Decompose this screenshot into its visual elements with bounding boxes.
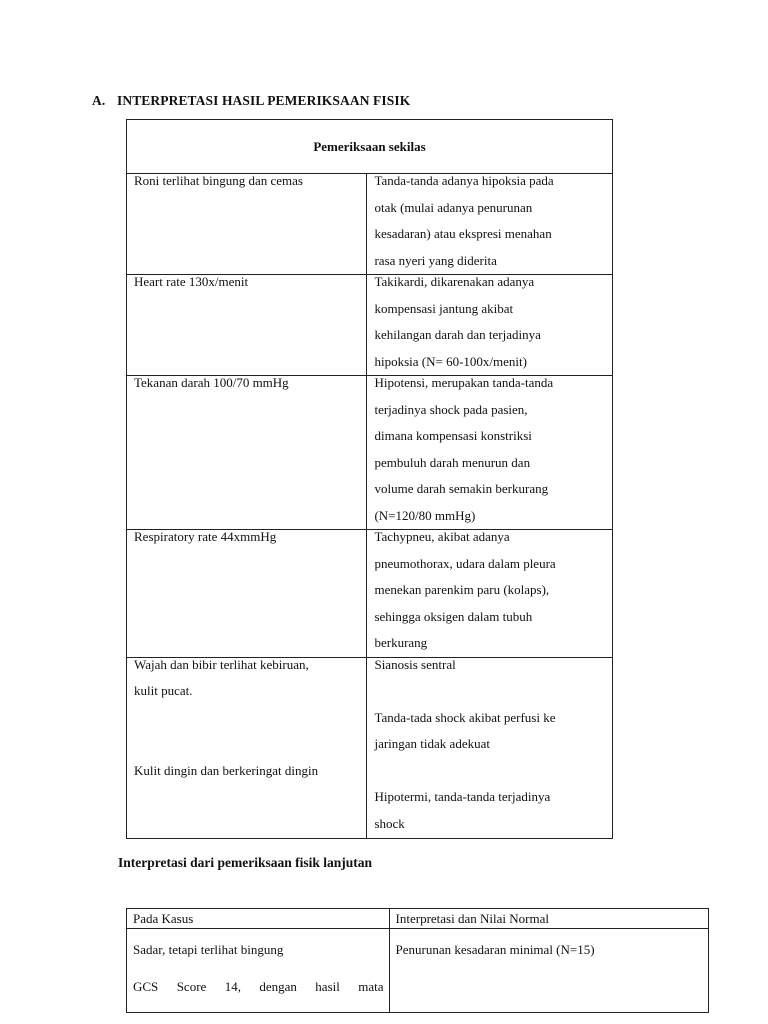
text-line: volume darah semakin berkurang (374, 481, 549, 496)
table-header-row (127, 909, 709, 929)
text-line: Tanda-tada shock akibat perfusi ke (374, 709, 556, 725)
text-line: sehingga oksigen dalam tubuh (374, 608, 533, 624)
finding-cell (127, 530, 367, 658)
finding-cell (127, 376, 367, 530)
text-line: Wajah dan bibir terlihat kebiruan, (134, 656, 309, 672)
text-line: dimana kompensasi konstriksi (374, 428, 532, 443)
text-line: jaringan tidak adekuat (374, 736, 490, 751)
table-row (127, 657, 613, 838)
text-line: menekan parenkim paru (kolaps), (374, 582, 550, 597)
subheading: Interpretasi dari pemeriksaan fisik lanjutan (118, 855, 373, 870)
text-line: Tachypneu, akibat adanya (374, 529, 510, 544)
column-header-case: Pada Kasus (127, 909, 390, 929)
finding-cell (127, 275, 367, 376)
text-line: berkurang (374, 635, 428, 650)
text-line: shock (374, 815, 405, 831)
text-line: Respiratory rate 44xmmHg (134, 529, 277, 544)
text-line: pneumothorax, udara dalam pleura (374, 555, 556, 571)
text-line: Kulit dingin dan berkeringat dingin (134, 762, 319, 778)
finding-cell (127, 174, 367, 275)
interpretation-cell (367, 174, 613, 275)
text-line: rasa nyeri yang diderita (374, 252, 497, 268)
interpretation-cell (367, 657, 613, 838)
text-line: Tekanan darah 100/70 mmHg (134, 375, 289, 390)
text-line: kesadaran) atau ekspresi menahan (374, 226, 552, 241)
case-cell (127, 929, 390, 1013)
table-row (127, 929, 709, 1013)
table-header: Pemeriksaan sekilas (127, 120, 613, 174)
text-line: pembuluh darah menurun dan (374, 454, 531, 470)
blank-line (134, 731, 360, 758)
text-line: Sadar, tetapi terlihat bingung (133, 942, 284, 957)
column-header-interpretation: Interpretasi dan Nilai Normal (389, 909, 708, 929)
text-line: Takikardi, dikarenakan adanya (374, 274, 535, 289)
section-number: A. (92, 93, 106, 108)
interpretation-cell (367, 275, 613, 376)
text-line: Roni terlihat bingung dan cemas (134, 173, 303, 188)
text-line: kulit pucat. (134, 683, 193, 698)
text-line: hipoksia (N= 60-100x/menit) (374, 353, 527, 369)
blank-line (374, 758, 606, 785)
text-line: otak (mulai adanya penurunan (374, 199, 533, 215)
interpretation-cell (367, 530, 613, 658)
interpretation-cell (367, 376, 613, 530)
text-line: Hipotensi, merupakan tanda-tanda (374, 375, 554, 390)
physical-exam-table (126, 119, 613, 839)
text-line: (N=120/80 mmHg) (374, 507, 476, 523)
blank-line (374, 678, 606, 705)
text-line: Heart rate 130x/menit (134, 274, 249, 289)
text-line: Penurunan kesadaran minimal (N=15) (395, 942, 595, 957)
finding-cell (127, 657, 367, 838)
table-header-row (127, 120, 613, 174)
table-row (127, 530, 613, 658)
text-line: GCS Score 14, dengan hasil mata (133, 979, 384, 994)
blank-line (134, 705, 360, 732)
interpretation-cell (389, 929, 708, 1013)
text-line: terjadinya shock pada pasien, (374, 401, 528, 417)
follow-up-exam-table (126, 908, 709, 1013)
text-line: kehilangan darah dan terjadinya (374, 327, 541, 342)
table-row (127, 275, 613, 376)
text-line: kompensasi jantung akibat (374, 300, 514, 316)
table-row (127, 376, 613, 530)
section-heading (92, 93, 410, 109)
text-line: Sianosis sentral (374, 656, 456, 672)
section-title: INTERPRETASI HASIL PEMERIKSAAN FISIK (117, 93, 411, 108)
text-line: Hipotermi, tanda-tanda terjadinya (374, 789, 551, 804)
text-line: Tanda-tanda adanya hipoksia pada (374, 173, 554, 188)
table-row (127, 174, 613, 275)
